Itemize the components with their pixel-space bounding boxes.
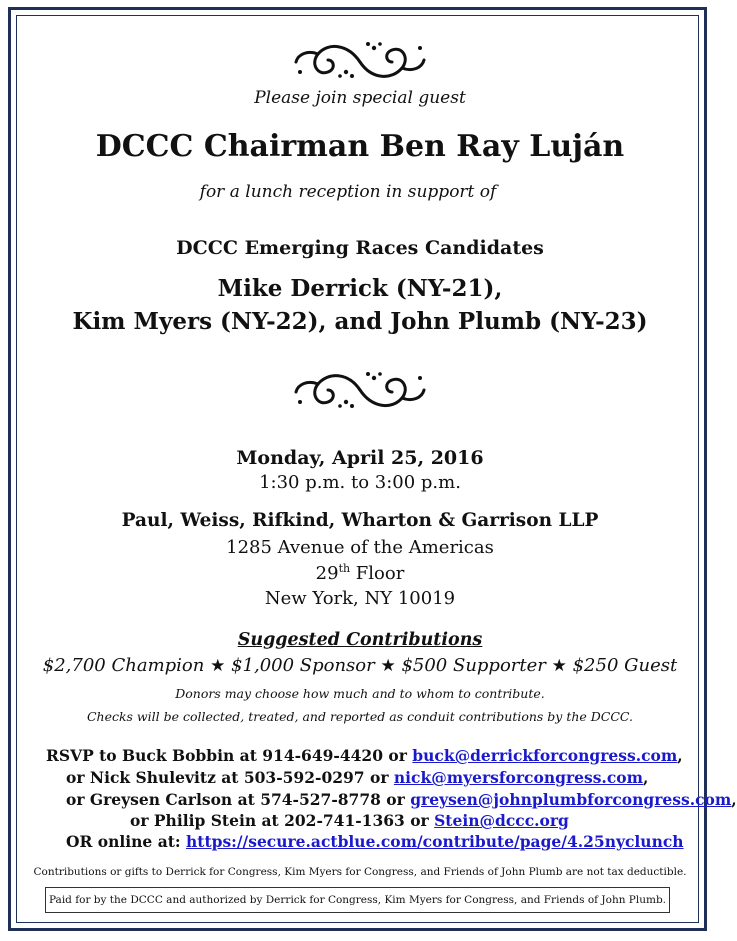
actblue-donate-link[interactable]: https://secure.actblue.com/contribute/page/4.25nyclunch (186, 832, 684, 851)
contributions-heading: Suggested Contributions (237, 630, 483, 650)
star-icon: ★ (380, 656, 396, 676)
purpose-text: for a lunch reception in support of (199, 182, 497, 202)
venue-city: New York, NY 10019 (264, 588, 456, 609)
candidates-line-1: Mike Derrick (NY-21), (217, 275, 503, 302)
tax-deductible-note: Contributions or gifts to Derrick for Congress, Kim Myers for Congress, and Friends of John Plumb are not tax deductible. (33, 866, 687, 878)
email-link-buck[interactable]: buck@derrickforcongress.com (412, 746, 678, 765)
tier-guest: $250 Guest (572, 655, 678, 676)
venue-name: Paul, Weiss, Rifkind, Wharton & Garrison LLP (121, 510, 599, 531)
intro-text: Please join special guest (254, 88, 466, 108)
event-time: 1:30 p.m. to 3:00 p.m. (259, 472, 461, 493)
star-icon: ★ (551, 656, 567, 676)
flourish-ornament-top-icon (288, 32, 432, 88)
group-heading: DCCC Emerging Races Candidates (176, 237, 544, 259)
rsvp-line-5: OR online at: https://secure.actblue.com/contribute/page/4.25nyclunch (66, 832, 684, 851)
rsvp-line-1: RSVP to Buck Bobbin at 914-649-4420 or buck@derrickforcongress.com, (46, 746, 683, 765)
guest-name: DCCC Chairman Ben Ray Luján (95, 129, 625, 164)
tier-supporter: $500 Supporter (401, 655, 546, 676)
venue-address: 1285 Avenue of the Americas (226, 537, 494, 558)
rsvp-line-2: or Nick Shulevitz at 503-592-0297 or nick@myersforcongress.com, (66, 768, 649, 787)
tier-champion: $2,700 Champion (42, 655, 205, 676)
rsvp-line-4: or Philip Stein at 202-741-1363 or Stein@dccc.org (130, 811, 569, 830)
contribution-note-1: Donors may choose how much and to whom to contribute. (175, 686, 545, 701)
email-link-stein[interactable]: Stein@dccc.org (434, 811, 569, 830)
email-link-nick[interactable]: nick@myersforcongress.com (393, 768, 643, 787)
venue-floor: 29th Floor (315, 562, 405, 584)
contribution-note-2: Checks will be collected, treated, and reported as conduit contributions by the DCCC. (86, 709, 634, 724)
star-icon: ★ (210, 656, 226, 676)
flourish-ornament-middle-icon (288, 364, 432, 420)
contribution-tiers (0, 655, 720, 676)
paid-for-disclaimer: Paid for by the DCCC and authorized by Derrick for Congress, Kim Myers for Congress, and Friends of John Plumb. (45, 887, 670, 913)
rsvp-line-3: or Greysen Carlson at 574-527-8778 or greysen@johnplumbforcongress.com, (66, 790, 737, 809)
tier-sponsor: $1,000 Sponsor (231, 655, 375, 676)
event-date: Monday, April 25, 2016 (236, 447, 484, 469)
email-link-greysen[interactable]: greysen@johnplumbforcongress.com (410, 790, 732, 809)
candidates-line-2: Kim Myers (NY-22), and John Plumb (NY-23) (72, 308, 648, 335)
